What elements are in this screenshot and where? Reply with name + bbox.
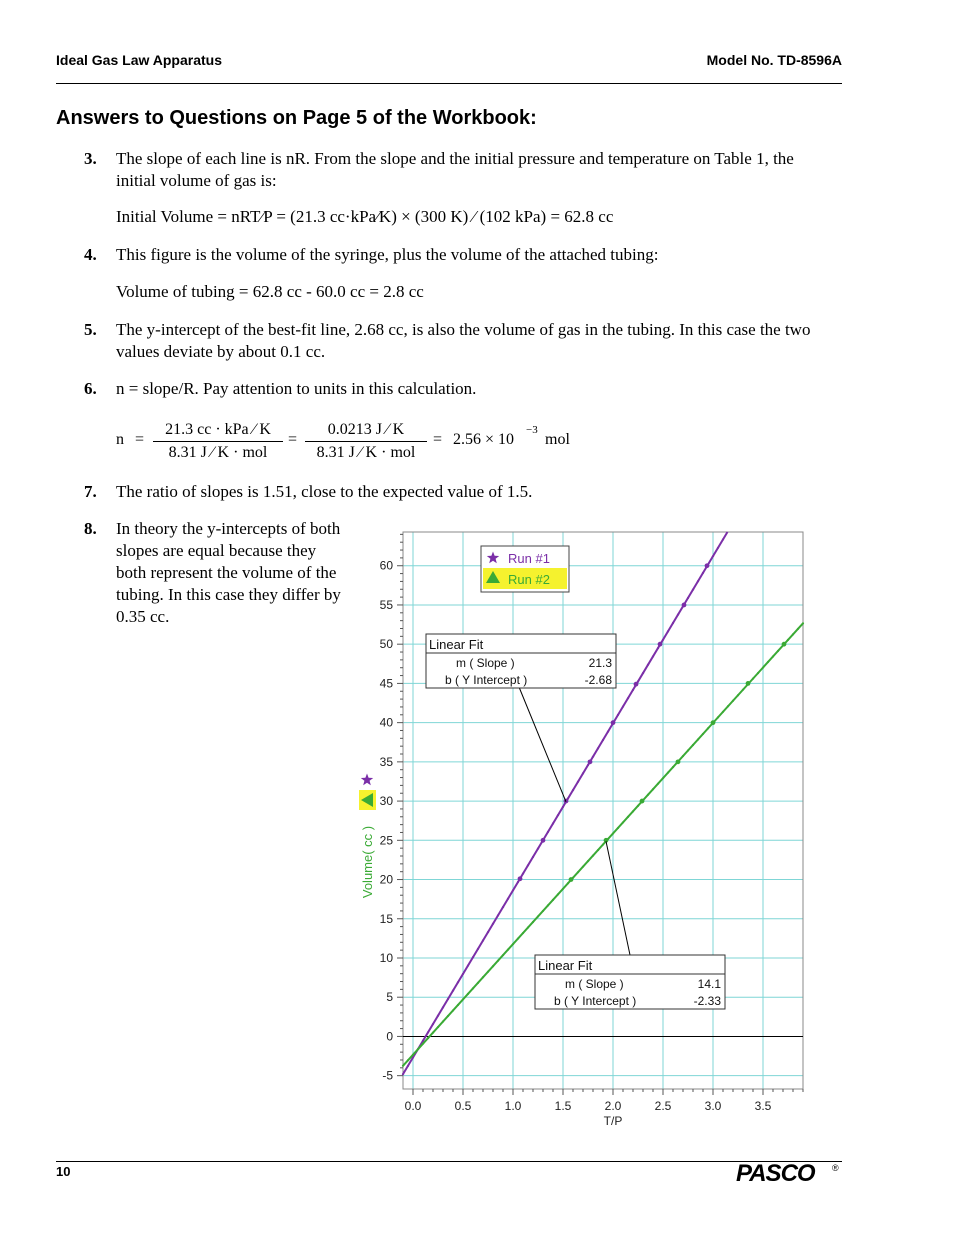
sample-dot-run-1 xyxy=(647,664,649,666)
sample-dot-run-2 xyxy=(562,888,564,890)
sample-dot-run-2 xyxy=(532,921,534,923)
y-tick-label: 5 xyxy=(386,990,393,1005)
fraction-1-numerator: 21.3 cc · kPa ⁄ K xyxy=(153,421,283,442)
section-title: Answers to Questions on Page 5 of the Workbook: xyxy=(56,107,537,129)
sample-dot-run-2 xyxy=(692,744,694,746)
sample-dot-run-2 xyxy=(487,971,489,973)
sample-dot-run-1 xyxy=(692,588,694,590)
x-tick-label: 3.5 xyxy=(754,1099,772,1113)
sample-dot-run-1 xyxy=(472,956,474,958)
sample-dot-run-2 xyxy=(752,678,754,680)
axis-ticks xyxy=(380,534,803,1128)
item-text: This figure is the volume of the syringe, plus the volume of the attached tubing: xyxy=(116,245,659,264)
y-axis-title: Volume( cc ) xyxy=(360,825,375,899)
x-tick-label: 3.0 xyxy=(704,1099,722,1113)
formula-equals: = xyxy=(288,431,298,448)
item-number: 5. xyxy=(84,320,97,339)
sample-dot-run-2 xyxy=(422,1043,424,1045)
sample-dot-run-1 xyxy=(667,630,669,632)
sample-dot-run-1 xyxy=(427,1031,429,1033)
sample-dot-run-2 xyxy=(672,766,674,768)
footer-rule xyxy=(56,1161,842,1162)
y-tick-label: 0 xyxy=(386,1029,393,1044)
sample-dot-run-1 xyxy=(552,822,554,824)
formula-exponent: −3 xyxy=(526,424,538,436)
sample-dot-run-1 xyxy=(717,547,719,549)
sample-dot-run-2 xyxy=(652,788,654,790)
sample-dot-run-2 xyxy=(707,727,709,729)
pasco-logo: PASCO xyxy=(736,1160,815,1187)
sample-dot-run-2 xyxy=(437,1026,439,1028)
sample-dot-run-1 xyxy=(462,973,464,975)
sample-dot-run-2 xyxy=(702,733,704,735)
sample-dot-run-1 xyxy=(562,806,564,808)
sample-dot-run-2 xyxy=(522,932,524,934)
sample-dot-run-1 xyxy=(527,864,529,866)
sample-dot-run-2 xyxy=(682,755,684,757)
sample-dot-run-1 xyxy=(467,964,469,966)
slope-label: m ( Slope ) xyxy=(565,977,624,991)
callout-leader xyxy=(519,687,566,802)
y-tick-label: 45 xyxy=(379,676,393,691)
sample-dot-run-1 xyxy=(522,873,524,875)
sample-dot-run-2 xyxy=(512,943,514,945)
sample-dot-run-1 xyxy=(492,923,494,925)
item-number: 7. xyxy=(84,482,97,501)
sample-dot-run-2 xyxy=(502,954,504,956)
sample-dot-run-1 xyxy=(482,939,484,941)
fraction-1-denominator: 8.31 J ⁄ K · mol xyxy=(168,444,268,461)
data-point-run-1 xyxy=(658,642,663,647)
sample-dot-run-1 xyxy=(582,772,584,774)
volume-vs-tp-chart xyxy=(355,522,825,1142)
sample-dot-run-1 xyxy=(457,981,459,983)
x-tick-label: 0.0 xyxy=(404,1099,422,1113)
sample-dot-run-1 xyxy=(712,555,714,557)
intercept-value: -2.33 xyxy=(693,994,721,1008)
sample-dot-run-1 xyxy=(432,1023,434,1025)
sample-dot-run-1 xyxy=(662,639,664,641)
sample-dot-run-2 xyxy=(792,633,794,635)
sample-dot-run-2 xyxy=(697,738,699,740)
data-point-run-1 xyxy=(634,682,639,687)
sample-dot-run-2 xyxy=(462,998,464,1000)
sample-dot-run-1 xyxy=(697,580,699,582)
star-marker-icon xyxy=(361,774,373,786)
item-number: 3. xyxy=(84,149,97,168)
header-model: Model No. TD-8596A xyxy=(706,52,842,68)
sample-dot-run-1 xyxy=(497,914,499,916)
sample-dot-run-2 xyxy=(527,926,529,928)
y-tick-label: 55 xyxy=(379,597,393,612)
sample-dot-run-1 xyxy=(447,998,449,1000)
sample-dot-run-2 xyxy=(557,893,559,895)
sample-dot-run-1 xyxy=(617,714,619,716)
tubing-volume-equation: Volume of tubing = 62.8 cc - 60.0 cc = 2.8 cc xyxy=(116,282,424,301)
initial-volume-equation: Initial Volume = nRT⁄P = (21.3 cc·kPa⁄K) × (300 K) ⁄ (102 kPa) = 62.8 cc xyxy=(116,207,614,226)
sample-dot-run-1 xyxy=(487,931,489,933)
sample-dot-run-2 xyxy=(662,777,664,779)
sample-dot-run-2 xyxy=(467,993,469,995)
sample-dot-run-2 xyxy=(452,1009,454,1011)
formula-equals: = xyxy=(135,431,145,448)
sample-dot-run-2 xyxy=(737,694,739,696)
sample-dot-run-2 xyxy=(622,821,624,823)
x-axis-title: T/P xyxy=(603,1114,623,1128)
sample-dot-run-2 xyxy=(657,783,659,785)
fraction-2-denominator: 8.31 J ⁄ K · mol xyxy=(316,444,416,461)
sample-dot-run-2 xyxy=(742,689,744,691)
formula-lhs: n xyxy=(116,431,124,448)
sample-dot-run-2 xyxy=(632,810,634,812)
slope-value: 14.1 xyxy=(697,977,721,991)
sample-dot-run-1 xyxy=(537,847,539,849)
fraction-2-numerator: 0.0213 J ⁄ K xyxy=(305,421,427,442)
data-point-run-2 xyxy=(676,759,681,764)
sample-dot-run-1 xyxy=(407,1065,409,1067)
sample-dot-run-2 xyxy=(582,866,584,868)
sample-dot-run-1 xyxy=(622,705,624,707)
sample-dot-run-2 xyxy=(617,827,619,829)
sample-dot-run-2 xyxy=(497,960,499,962)
sample-dot-run-1 xyxy=(442,1006,444,1008)
fraction-1 xyxy=(153,421,283,462)
data-point-run-2 xyxy=(782,642,787,647)
sample-dot-run-2 xyxy=(802,622,804,624)
sample-dot-run-2 xyxy=(402,1065,404,1067)
intercept-label: b ( Y Intercept ) xyxy=(554,994,637,1008)
sample-dot-run-2 xyxy=(417,1048,419,1050)
item-number: 8. xyxy=(84,519,97,538)
sample-dot-run-1 xyxy=(507,898,509,900)
data-point-run-2 xyxy=(711,720,716,725)
sample-dot-run-1 xyxy=(477,948,479,950)
sample-dot-run-2 xyxy=(407,1059,409,1061)
sample-dot-run-1 xyxy=(722,538,724,540)
sample-dot-run-2 xyxy=(552,899,554,901)
sample-dot-run-2 xyxy=(567,882,569,884)
y-tick-label: 25 xyxy=(379,833,393,848)
sample-dot-run-2 xyxy=(432,1031,434,1033)
data-point-run-1 xyxy=(541,838,546,843)
sample-dot-run-2 xyxy=(732,700,734,702)
sample-dot-run-2 xyxy=(447,1015,449,1017)
x-tick-label: 1.5 xyxy=(554,1099,572,1113)
sample-dot-run-1 xyxy=(652,655,654,657)
data-point-run-1 xyxy=(588,759,593,764)
sample-dot-run-1 xyxy=(672,622,674,624)
x-tick-label: 2.5 xyxy=(654,1099,672,1113)
x-tick-label: 2.0 xyxy=(604,1099,622,1113)
formula-unit: mol xyxy=(545,431,570,448)
y-tick-label: 20 xyxy=(379,872,393,887)
slope-label: m ( Slope ) xyxy=(456,656,515,670)
data-point-run-2 xyxy=(640,799,645,804)
item-text: The slope of each line is nR. From the slope and the initial pressure and temperature on Table 1, the initial volume of gas is: xyxy=(116,149,794,190)
sample-dot-run-1 xyxy=(597,747,599,749)
sample-dot-run-1 xyxy=(452,990,454,992)
sample-dot-run-1 xyxy=(592,756,594,758)
sample-dot-run-2 xyxy=(667,772,669,774)
callout-leader xyxy=(606,841,630,955)
item-text: In theory the y-intercepts of both slopes are equal because they both represent the volume of the tubing. In this case they differ by 0.35 cc. xyxy=(116,519,341,626)
sample-dot-run-1 xyxy=(587,764,589,766)
sample-dot-run-2 xyxy=(772,655,774,657)
item-text: The ratio of slopes is 1.51, close to the expected value of 1.5. xyxy=(116,482,533,501)
sample-dot-run-1 xyxy=(702,572,704,574)
item-text: The y-intercept of the best-fit line, 2.68 cc, is also the volume of gas in the tubing. In this case the two values deviate by about 0.1 cc. xyxy=(116,320,811,361)
fit-callouts xyxy=(426,634,725,1009)
sample-dot-run-2 xyxy=(602,843,604,845)
sample-dot-run-2 xyxy=(637,805,639,807)
sample-dot-run-2 xyxy=(507,949,509,951)
sample-dot-run-2 xyxy=(592,855,594,857)
sample-dot-run-2 xyxy=(767,661,769,663)
y-tick-label: 10 xyxy=(379,950,393,965)
sample-dot-run-1 xyxy=(687,597,689,599)
data-point-run-1 xyxy=(518,876,523,881)
sample-dot-run-2 xyxy=(542,910,544,912)
sample-dot-run-2 xyxy=(427,1037,429,1039)
sample-dot-run-1 xyxy=(627,697,629,699)
y-tick-label: -5 xyxy=(382,1068,393,1083)
intercept-label: b ( Y Intercept ) xyxy=(445,673,528,687)
legend-label-run-1: Run #1 xyxy=(508,551,550,566)
fraction-2 xyxy=(305,421,427,462)
linear-fit-title: Linear Fit xyxy=(429,637,484,652)
formula-result: 2.56 × 10 xyxy=(453,431,515,448)
sample-dot-run-2 xyxy=(457,1004,459,1006)
sample-dot-run-1 xyxy=(572,789,574,791)
x-tick-label: 1.0 xyxy=(504,1099,522,1113)
y-tick-label: 50 xyxy=(379,637,393,652)
formula-equals: = xyxy=(433,431,443,448)
data-point-run-2 xyxy=(746,681,751,686)
header-title: Ideal Gas Law Apparatus xyxy=(56,52,222,68)
item-text: n = slope/R. Pay attention to units in this calculation. xyxy=(116,379,477,398)
sample-dot-run-1 xyxy=(547,831,549,833)
sample-dot-run-2 xyxy=(797,628,799,630)
intercept-value: -2.68 xyxy=(584,673,612,687)
sample-dot-run-1 xyxy=(532,856,534,858)
sample-dot-run-2 xyxy=(587,860,589,862)
sample-dot-run-2 xyxy=(517,937,519,939)
y-tick-label: 15 xyxy=(379,911,393,926)
sample-dot-run-2 xyxy=(727,705,729,707)
header-rule xyxy=(56,83,842,84)
registered-mark: ® xyxy=(832,1163,839,1173)
sample-dot-run-2 xyxy=(777,650,779,652)
data-point-run-1 xyxy=(611,720,616,725)
sample-dot-run-2 xyxy=(627,816,629,818)
sample-dot-run-1 xyxy=(677,614,679,616)
sample-dot-run-1 xyxy=(402,1073,404,1075)
y-tick-label: 60 xyxy=(379,558,393,573)
sample-dot-run-2 xyxy=(597,849,599,851)
sample-dot-run-1 xyxy=(557,814,559,816)
y-tick-label: 35 xyxy=(379,754,393,769)
data-point-run-2 xyxy=(569,877,574,882)
sample-dot-run-1 xyxy=(632,689,634,691)
sample-dot-run-2 xyxy=(547,904,549,906)
sample-dot-run-2 xyxy=(787,639,789,641)
sample-dot-run-1 xyxy=(517,881,519,883)
sample-dot-run-2 xyxy=(762,666,764,668)
sample-dot-run-2 xyxy=(612,832,614,834)
item-number: 4. xyxy=(84,245,97,264)
sample-dot-run-2 xyxy=(472,987,474,989)
sample-dot-run-1 xyxy=(602,739,604,741)
sample-dot-run-1 xyxy=(607,731,609,733)
item-number: 6. xyxy=(84,379,97,398)
sample-dot-run-2 xyxy=(482,976,484,978)
sample-dot-run-2 xyxy=(757,672,759,674)
linear-fit-title: Linear Fit xyxy=(538,958,593,973)
sample-dot-run-1 xyxy=(502,906,504,908)
slope-value: 21.3 xyxy=(588,656,612,670)
y-axis-title-group xyxy=(359,774,376,899)
legend-group xyxy=(481,546,569,592)
sample-dot-run-2 xyxy=(577,871,579,873)
sample-dot-run-2 xyxy=(477,982,479,984)
sample-dot-run-1 xyxy=(642,672,644,674)
sample-dot-run-1 xyxy=(512,889,514,891)
sample-dot-run-2 xyxy=(412,1054,414,1056)
sample-dot-run-2 xyxy=(717,716,719,718)
sample-dot-run-1 xyxy=(577,781,579,783)
sample-dot-run-1 xyxy=(657,647,659,649)
data-point-run-1 xyxy=(682,603,687,608)
x-tick-label: 0.5 xyxy=(454,1099,472,1113)
data-point-run-1 xyxy=(705,563,710,568)
sample-dot-run-2 xyxy=(647,794,649,796)
sample-dot-run-2 xyxy=(687,749,689,751)
sample-dot-run-2 xyxy=(492,965,494,967)
sample-dot-run-2 xyxy=(442,1020,444,1022)
page-number: 10 xyxy=(56,1164,71,1179)
sample-dot-run-2 xyxy=(722,711,724,713)
sample-dot-run-2 xyxy=(537,915,539,917)
legend-label-run-2: Run #2 xyxy=(508,572,550,587)
sample-dot-run-1 xyxy=(437,1015,439,1017)
y-tick-label: 40 xyxy=(379,715,393,730)
y-tick-label: 30 xyxy=(379,794,393,809)
